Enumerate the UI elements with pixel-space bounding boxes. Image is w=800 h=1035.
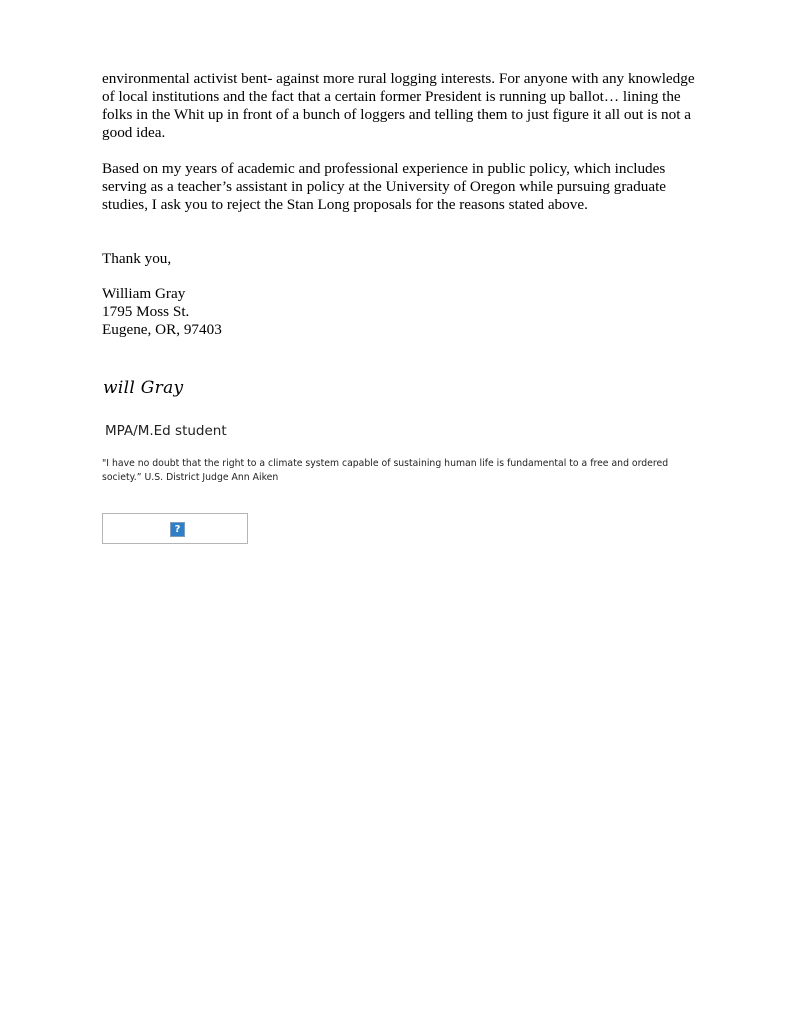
sender-title: MPA/M.Ed student [105,423,227,439]
missing-image-icon: ? [170,522,185,537]
broken-image-placeholder[interactable] [102,513,248,544]
letter-page [102,70,702,544]
letter-paragraph-1: environmental activist bent- against more rural logging interests. For anyone with any knowledge of local institutions and the fact that a certain former President is running up ballot… lining the folks in the Whit up in front of a bunch of loggers and telling them to just figure it all out is not a good idea. [102,70,695,141]
sender-city: Eugene, OR, 97403 [102,321,222,338]
letter-closing: Thank you, [102,250,172,267]
sender-signature: will Gray [103,378,184,398]
letter-paragraph-2: Based on my years of academic and professional experience in public policy, which includes serving as a teacher’s assistant in policy at the University of Oregon while pursuing graduate studies, I ask you to reject the Stan Long proposals for the reasons stated above. [102,160,667,213]
signature-quote: "I have no doubt that the right to a climate system capable of sustaining human life is fundamental to a free and ordered society.” U.S. District Judge Ann Aiken [102,458,669,483]
sender-name: William Gray [102,285,186,302]
sender-address-block [102,285,702,339]
sender-street: 1795 Moss St. [102,303,190,320]
